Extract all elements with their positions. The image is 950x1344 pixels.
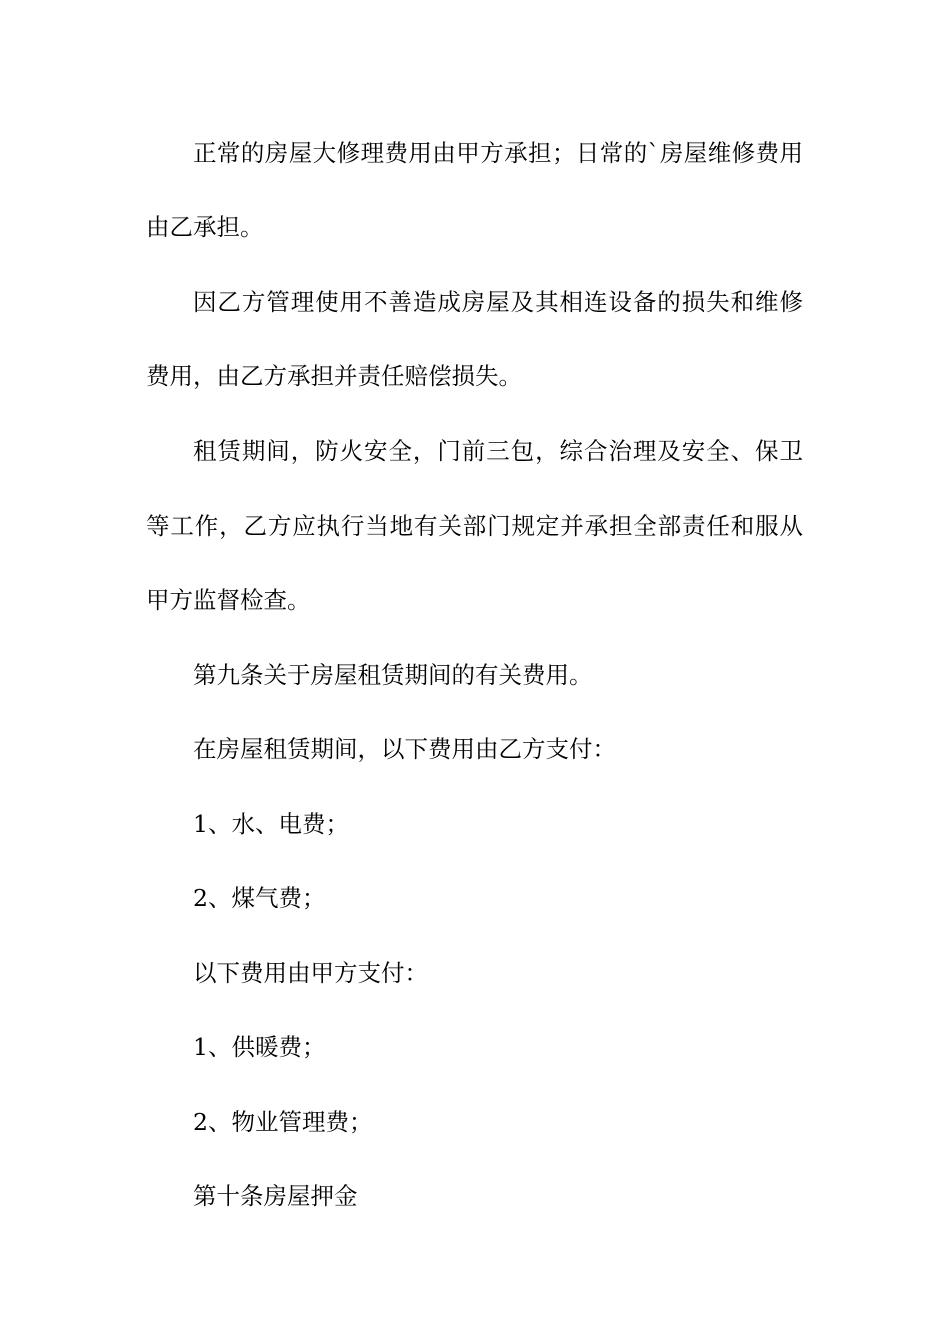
list-item: 1、水、电费； [193, 810, 349, 838]
paragraph-line: 由乙承担。 [146, 213, 264, 241]
paragraph-line: 甲方监督检查。 [146, 586, 311, 614]
list-item: 2、物业管理费； [193, 1108, 373, 1136]
paragraph-line: 租赁期间，防火安全，门前三包，综合治理及安全、保卫 [193, 437, 803, 465]
section-heading: 第十条房屋押金 [193, 1182, 358, 1210]
list-item: 2、煤气费； [193, 884, 326, 912]
paragraph-line: 费用，由乙方承担并责任赔偿损失。 [146, 362, 522, 390]
paragraph-line: 以下费用由甲方支付： [193, 959, 428, 987]
paragraph-line: 因乙方管理使用不善造成房屋及其相连设备的损失和维修 [193, 288, 803, 316]
paragraph-line: 正常的房屋大修理费用由甲方承担；日常的`房屋维修费用 [193, 139, 803, 167]
list-item: 1、供暖费； [193, 1033, 326, 1061]
paragraph-line: 等工作，乙方应执行当地有关部门规定并承担全部责任和服从 [146, 512, 803, 540]
paragraph-line: 在房屋租赁期间，以下费用由乙方支付： [193, 735, 616, 763]
section-heading: 第九条关于房屋租赁期间的有关费用。 [193, 661, 593, 689]
